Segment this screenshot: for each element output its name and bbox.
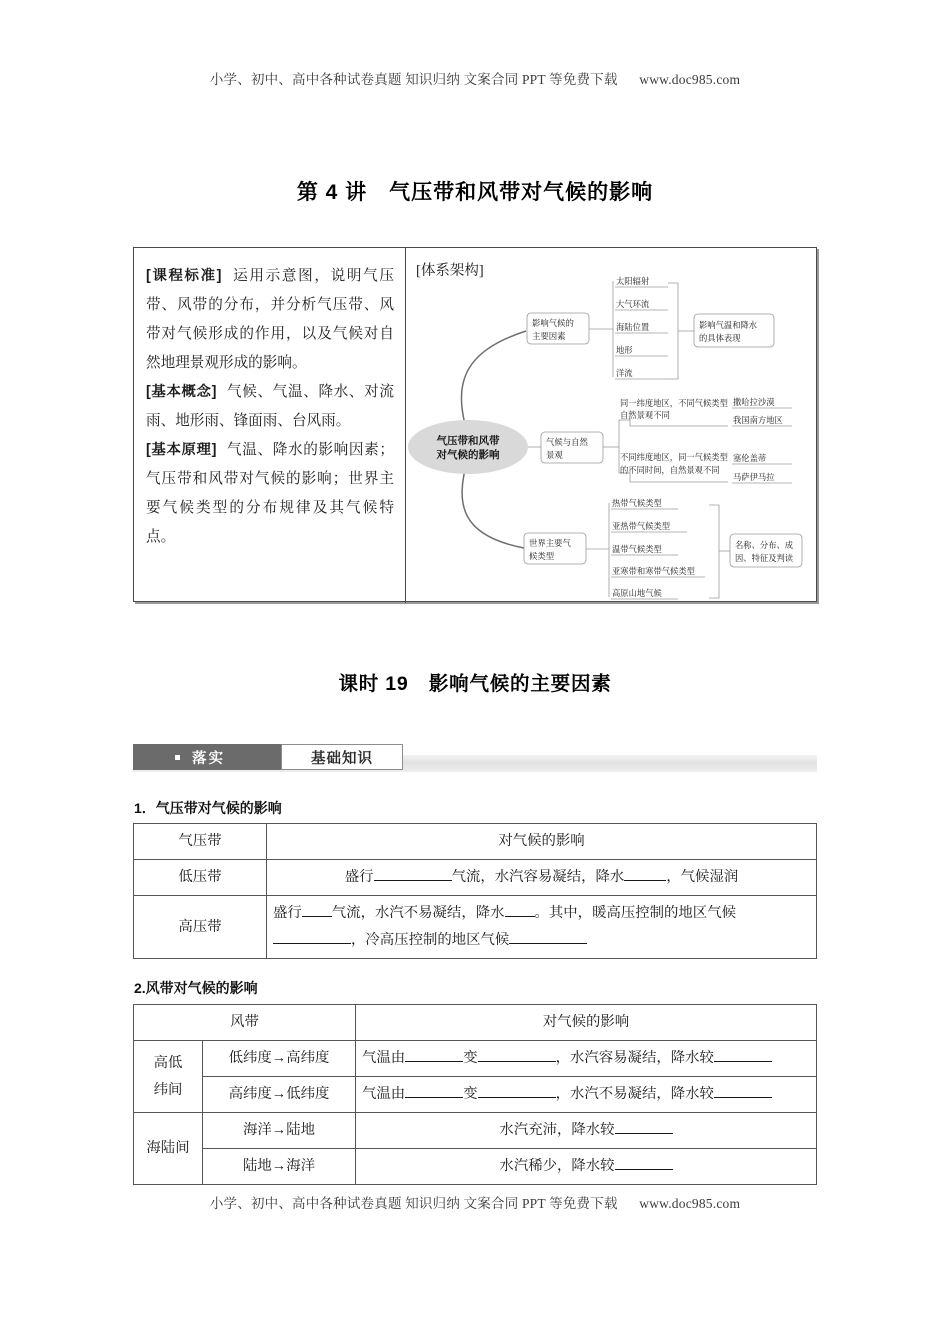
fill-blank[interactable] [714,1097,772,1098]
basic-principles-tag: [基本原理] [146,442,217,458]
wind-belt-table [133,1004,817,1185]
fill-blank[interactable] [478,1097,556,1098]
wind-table-header-0: 风带 [134,1005,356,1041]
fill-blank[interactable] [478,1061,556,1062]
table-row [134,1149,817,1185]
pressure-low-part-1: 气流，水汽容易凝结，降水 [451,869,625,885]
intro-box [133,247,817,602]
branch1-item-3: 地形 [616,346,633,355]
subsection-heading-2: 2.风带对气候的影响 [134,980,258,996]
pressure-low-part-2: ，气候湿润 [666,869,739,885]
branch1-result-line2: 的具体表现 [699,334,741,343]
pressure-row-low-label: 低压带 [134,860,267,896]
fill-blank[interactable] [624,880,666,881]
branch1-items [615,276,668,379]
framework-label: [体系架构] [416,263,484,279]
curriculum-standard-tag: [课程标准] [146,268,222,284]
wind-table-header-1: 对气候的影响 [356,1005,817,1041]
branch2-subA-desc-line2: 自然景观不同 [620,411,670,420]
section-banner-tab-secondary[interactable] [281,744,403,770]
branch2-label-line2: 景观 [546,451,563,460]
table-row [134,1113,817,1149]
fill-blank[interactable] [374,880,452,881]
pressure-belt-table [133,823,817,959]
root-node-label-line2: 对气候的影响 [436,449,500,461]
pressure-high-part-3: ，冷高压控制的地区气候 [351,932,510,948]
chapter-title: 第 4 讲 气压带和风带对气候的影响 [296,181,654,204]
wind-group-1-label: 海陆间 [134,1113,203,1185]
branch1-item-1: 大气环流 [616,300,650,309]
table-row [134,860,817,896]
wind-row-3-direction: 陆地→海洋 [203,1149,356,1185]
fill-blank[interactable] [615,1169,673,1170]
running-footer-url: www.doc985.com [639,1196,741,1211]
wind-r1-part-1: 变 [463,1086,478,1102]
wind-row-0-content [356,1041,817,1077]
fill-blank[interactable] [273,943,351,944]
branch3-item-2: 温带气候类型 [612,545,662,554]
wind-r3-part-0: 水汽稀少，降水较 [499,1158,615,1174]
subsection-heading-1: 1．气压带对气候的影响 [134,800,282,816]
curriculum-standard-text: 运用示意图，说明气压带、风带的分布，并分析气压带、风带对气候形成的作用，以及气候对自然地理景观形成的影响。 [146,268,394,371]
branch1-label-line2: 主要因素 [532,332,566,341]
section-banner-tab-secondary-label: 基础知识 [311,750,373,767]
fill-blank[interactable] [302,916,332,917]
table-row [134,1041,817,1077]
branch3-items [611,498,705,599]
framework-diagram [406,248,817,603]
wind-group-0-label-line1: 高低 [153,1054,183,1071]
wind-group-0-label [134,1041,203,1113]
pressure-high-part-0: 盛行 [273,905,302,921]
fill-blank[interactable] [405,1061,463,1062]
pressure-high-part-2: 。其中，暖高压控制的地区气候 [534,905,736,921]
framework-column [406,248,817,603]
wind-row-2-direction: 海洋→陆地 [203,1113,356,1149]
running-header-url: www.doc985.com [639,72,741,87]
section-banner-tab-primary-label: 落实 [192,750,225,767]
branch3-result-line1: 名称、分布、成 [735,541,794,550]
basic-concepts-tag: [基本概念] [146,384,217,400]
branch1-item-0: 太阳辐射 [616,277,650,286]
pressure-row-high-label: 高压带 [134,896,267,959]
branch3-item-0: 热带气候类型 [612,499,662,508]
branch2-label-line1: 气候与自然 [546,438,588,447]
branch3-right-bracket [709,505,719,598]
wind-r0-part-0: 气温由 [362,1050,406,1066]
branch1-item-2: 海陆位置 [616,323,650,332]
wind-r0-part-2: ，水汽容易凝结，降水较 [555,1050,714,1066]
root-node-label-line1: 气压带和风带 [436,435,500,447]
root-node-oval [408,420,528,474]
running-header-promo: 小学、初中、高中各种试卷真题 知识归纳 文案合同 PPT 等免费下载 [209,72,618,87]
branch1-label-line1: 影响气候的 [532,319,574,328]
wind-row-1-content [356,1077,817,1113]
branch3-result-line2: 因、特征及判读 [735,554,794,563]
table-row [134,1077,817,1113]
branch1-right-bracket [668,283,678,379]
wind-row-3-content [356,1149,817,1185]
wind-group-0-label-line2: 纬间 [153,1081,183,1098]
branch3-item-3: 亚寒带和寒带气候类型 [612,567,695,576]
branch3-item-4: 高原山地气候 [612,589,662,598]
wind-row-0-direction: 低纬度→高纬度 [203,1041,356,1077]
table-row [134,896,817,959]
fill-blank[interactable] [509,943,587,944]
branch2-subB-desc-line2: 的不同时间，自然景观不同 [620,466,720,475]
fill-blank[interactable] [505,916,535,917]
basic-principles-text: 气温、降水的影响因素；气压带和风带对气候的影响；世界主要气候类型的分布规律及其气候特点。 [146,442,394,545]
wind-r0-part-1: 变 [463,1050,478,1066]
curriculum-standards-column [146,262,394,552]
basic-concepts-text: 气候、气温、降水、对流雨、地形雨、锋面雨、台风雨。 [146,384,394,429]
branch3-item-1: 亚热带气候类型 [612,522,671,531]
branch2-subB-desc-line1: 不同纬度地区，同一气候类型 [620,453,728,462]
pressure-high-part-1: 气流，水汽不易凝结，降水 [331,905,505,921]
pressure-low-part-0: 盛行 [344,869,374,885]
table-row [134,1005,817,1041]
pressure-row-low-content [267,860,817,896]
branch2-subA-example-0: 撒哈拉沙漠 [733,398,775,407]
wind-r1-part-0: 气温由 [362,1086,406,1102]
lesson-title: 课时 19 影响气候的主要因素 [338,673,612,695]
table-row [134,824,817,860]
running-footer-promo: 小学、初中、高中各种试卷真题 知识归纳 文案合同 PPT 等免费下载 [209,1196,618,1211]
wind-row-1-direction: 高纬度→低纬度 [203,1077,356,1113]
fill-blank[interactable] [714,1061,772,1062]
wind-row-2-content [356,1113,817,1149]
branch2-subA-desc-line1: 同一纬度地区，不同气候类型 [620,399,728,408]
branch1-result-line1: 影响气温和降水 [699,321,758,330]
branch1-item-4: 洋流 [616,369,633,378]
running-header [0,68,950,88]
pressure-table-header-1: 对气候的影响 [267,824,817,860]
branch3-label-line2: 候类型 [529,552,555,561]
wind-r2-part-0: 水汽充沛，降水较 [499,1122,615,1138]
fill-blank[interactable] [405,1097,463,1098]
section-banner [133,744,817,774]
branch2-subA-example-1: 我国南方地区 [733,416,783,425]
wind-r1-part-2: ，水汽不易凝结，降水较 [555,1086,714,1102]
section-banner-tab-primary[interactable] [133,744,281,770]
fill-blank[interactable] [615,1133,673,1134]
running-footer [0,1192,950,1212]
square-bullet-icon [175,755,180,760]
pressure-row-high-content [267,896,817,959]
branch2-subB-example-1: 马萨伊马拉 [733,473,775,482]
branch2-subB-example-0: 塞伦盖蒂 [733,454,767,463]
pressure-table-header-0: 气压带 [134,824,267,860]
branch3-label-line1: 世界主要气 [529,539,571,548]
